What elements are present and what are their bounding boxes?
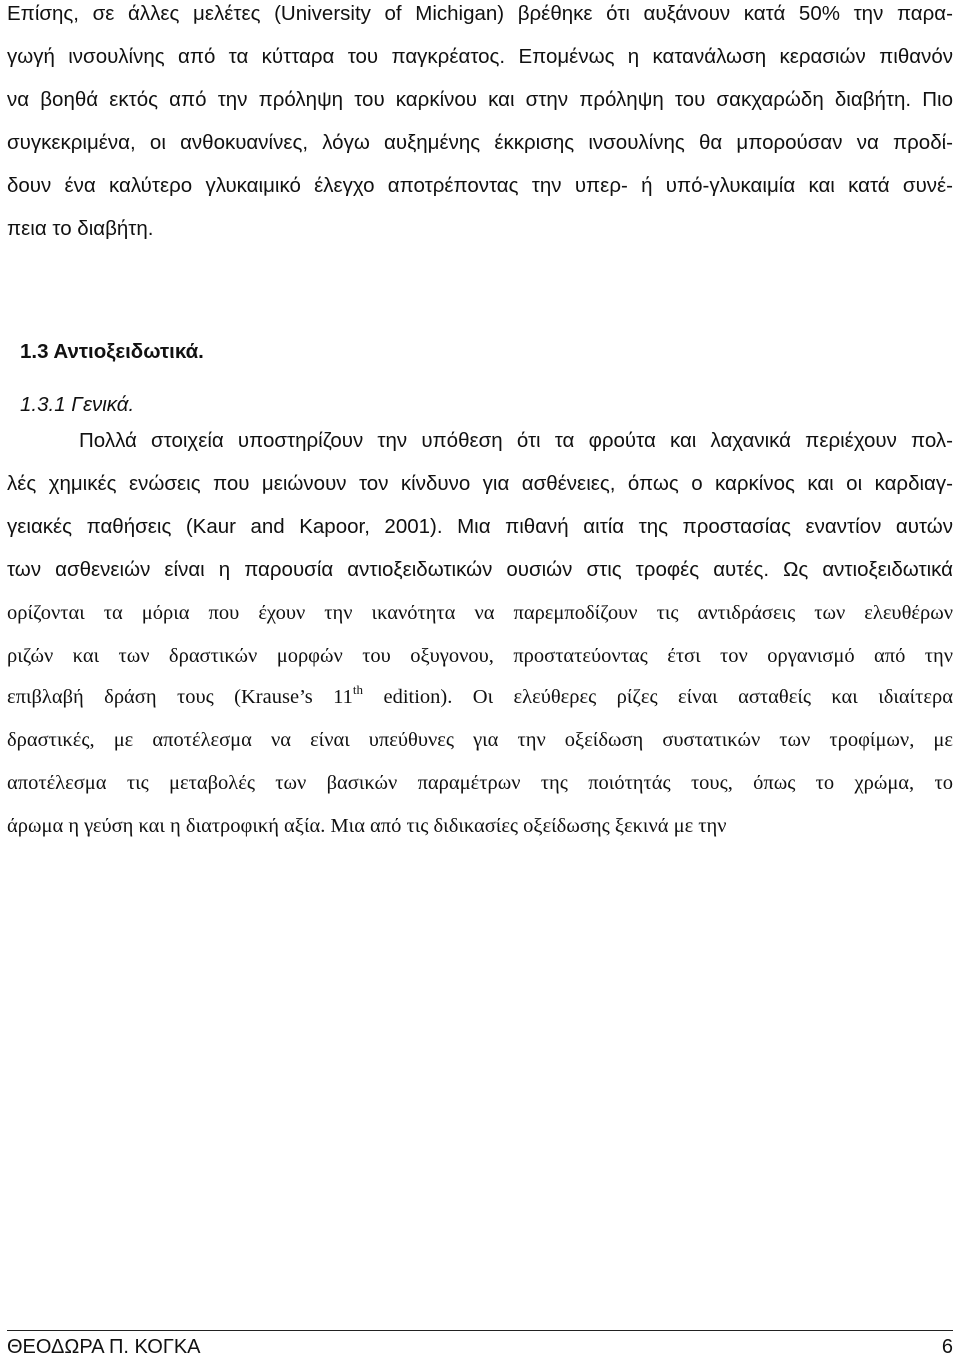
text-line: να βοηθά εκτός από την πρόληψη του καρκίνου και στην πρόληψη του σακχαρώδη διαβήτη. Πιο xyxy=(7,88,953,111)
page-number: 6 xyxy=(941,1336,953,1358)
text-line: άρωμα η γεύση και η διατροφική αξία. Μια από τις διδικασίες οξείδωσης ξεκινά με την xyxy=(7,815,727,837)
text-line: δραστικές, με αποτέλεσμα να είναι υπεύθυνες για την οξείδωση συστατικών των τροφίμων, με xyxy=(7,729,953,751)
text-line: ορίζονται τα μόρια που έχουν την ικανότητα να παρεμποδίζουν τις αντιδράσεις των ελευθέρων xyxy=(7,602,953,624)
text-line: συγκεκριμένα, οι ανθοκυανίνες, λόγω αυξημένης έκκρισης ινσουλίνης θα μπορούσαν να προδί- xyxy=(7,131,953,154)
text-line: ριζών και των δραστικών μορφών του οξυγονου, προστατεύοντας έτσι τον οργανισμό από την xyxy=(7,645,953,667)
superscript-text: th xyxy=(352,682,364,697)
footer-author: ΘΕΟΔΩΡΑ Π. ΚΟΓΚΑ xyxy=(7,1336,201,1358)
text-line: λές χημικές ενώσεις που μειώνουν τον κίνδυνο για ασθένειες, όπως ο καρκίνος και οι καρδιαγ- xyxy=(7,472,953,495)
text-line: δουν ένα καλύτερο γλυκαιμικό έλεγχο αποτρέποντας την υπερ- ή υπό-γλυκαιμία και κατά συνέ- xyxy=(7,174,953,197)
section-heading: 1.3 Αντιοξειδωτικά. xyxy=(20,340,204,363)
text-line: Επίσης, σε άλλες μελέτες (University of Michigan) βρέθηκε ότι αυξάνουν κατά 50% την παρα- xyxy=(7,2,953,25)
text-line: γωγή ινσουλίνης από τα κύτταρα του παγκρέατος. Επομένως η κατανάλωση κερασιών πιθανόν xyxy=(7,45,953,68)
text-line xyxy=(7,684,953,710)
text-span: επιβλαβή δράση τους (Krause’s 11 xyxy=(7,686,353,708)
text-line: πεια το διαβήτη. xyxy=(7,217,154,240)
text-span: edition). Οι ελεύθερες ρίζες είναι ασταθείς και ιδιαίτερα xyxy=(363,686,953,708)
text-line: Πολλά στοιχεία υποστηρίζουν την υπόθεση ότι τα φρούτα και λαχανικά περιέχουν πολ- xyxy=(79,429,953,452)
text-line: γειακές παθήσεις (Kaur and Kapoor, 2001). Μια πιθανή αιτία της προστασίας εναντίον αυτών xyxy=(7,515,953,538)
text-line: αποτέλεσμα τις μεταβολές των βασικών παραμέτρων της ποιότητάς τους, όπως το χρώμα, το xyxy=(7,772,953,794)
text-line: των ασθενειών είναι η παρουσία αντιοξειδωτικών ουσιών στις τροφές αυτές. Ως αντιοξειδωτικά xyxy=(7,558,953,581)
subsection-heading: 1.3.1 Γενικά. xyxy=(20,393,135,416)
footer-divider xyxy=(7,1330,953,1331)
